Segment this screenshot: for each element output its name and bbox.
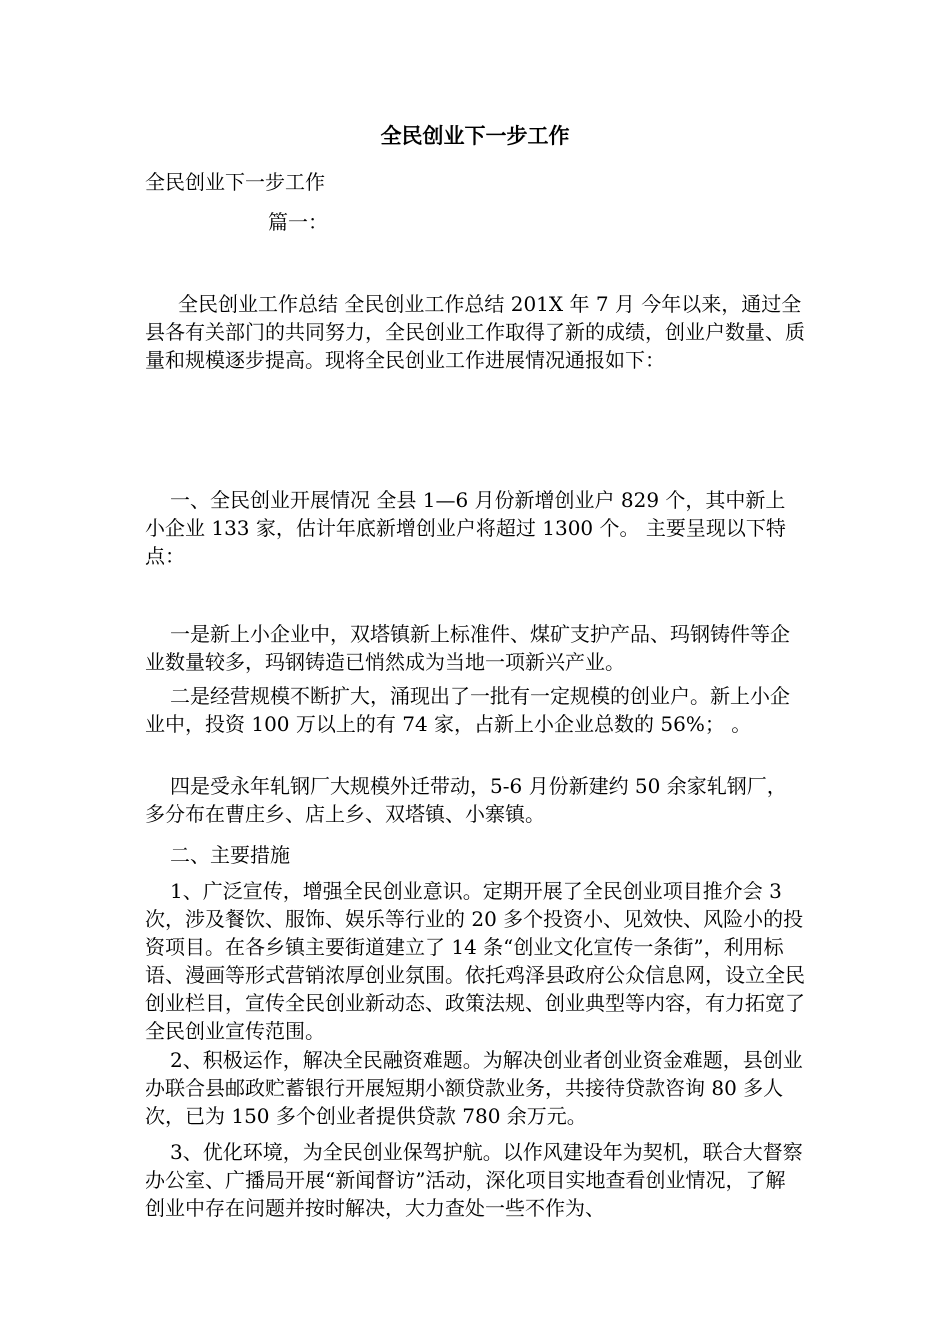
paragraph-point-2: 二是经营规模不断扩大，涌现出了一批有一定规模的创业户。新上小企业中，投资 100 万以上的有 74 家，占新上小企业总数的 56%； 。 [145, 684, 790, 736]
paragraph-measure-1: 1、广泛宣传，增强全民创业意识。定期开展了全民创业项目推介会 3 次，涉及餐饮、服饰、娱乐等行业的 20 多个投资小、见效快、风险小的投资项目。在各乡镇主要街道建立了 14 条“创业文化宣传一条街”，利用标语、漫画等形式营销浓厚创业氛围。依托鸡泽县政府公众信息网，设立全民创业栏目，宣传全民创业新动态、政策法规、创业典型等内容，有力拓宽了全民创业宣传范围。 [145, 879, 805, 1043]
document-title: 全民创业下一步工作 [380, 124, 570, 148]
paragraph-intro: 全民创业工作总结 全民创业工作总结 201X 年 7 月 今年以来，通过全县各有关部门的共同努力，全民创业工作取得了新的成绩，创业户数量、质量和规模逐步提高。现将全民创业工作进展情况通报如下： [145, 292, 805, 372]
section-label: 篇一： [268, 210, 328, 234]
paragraph-measure-3: 3、优化环境，为全民创业保驾护航。以作风建设年为契机，联合大督察办公室、广播局开展“新闻督访”活动，深化项目实地查看创业情况，了解创业中存在问题并按时解决，大力查处一些不作为、 [145, 1140, 803, 1220]
paragraph-point-1: 一是新上小企业中，双塔镇新上标准件、煤矿支护产品、玛钢铸件等企业数量较多，玛钢铸造已悄然成为当地一项新兴产业。 [145, 622, 790, 674]
section-heading-measures: 二、主要措施 [170, 843, 290, 867]
paragraph-measure-2: 2、积极运作，解决全民融资难题。为解决创业者创业资金难题，县创业办联合县邮政贮蓄银行开展短期小额贷款业务，共接待贷款咨询 80 多人次，已为 150 多个创业者提供贷款 780 余万元。 [145, 1048, 803, 1128]
paragraph-overview: 一、全民创业开展情况 全县 1—6 月份新增创业户 829 个，其中新上小企业 133 家，估计年底新增创业户将超过 1300 个。 主要呈现以下特点： [145, 488, 786, 568]
document-subtitle: 全民创业下一步工作 [145, 170, 325, 194]
paragraph-point-4: 四是受永年轧钢厂大规模外迁带动，5-6 月份新建约 50 余家轧钢厂，多分布在曹庄乡、店上乡、双塔镇、小寨镇。 [145, 774, 787, 826]
